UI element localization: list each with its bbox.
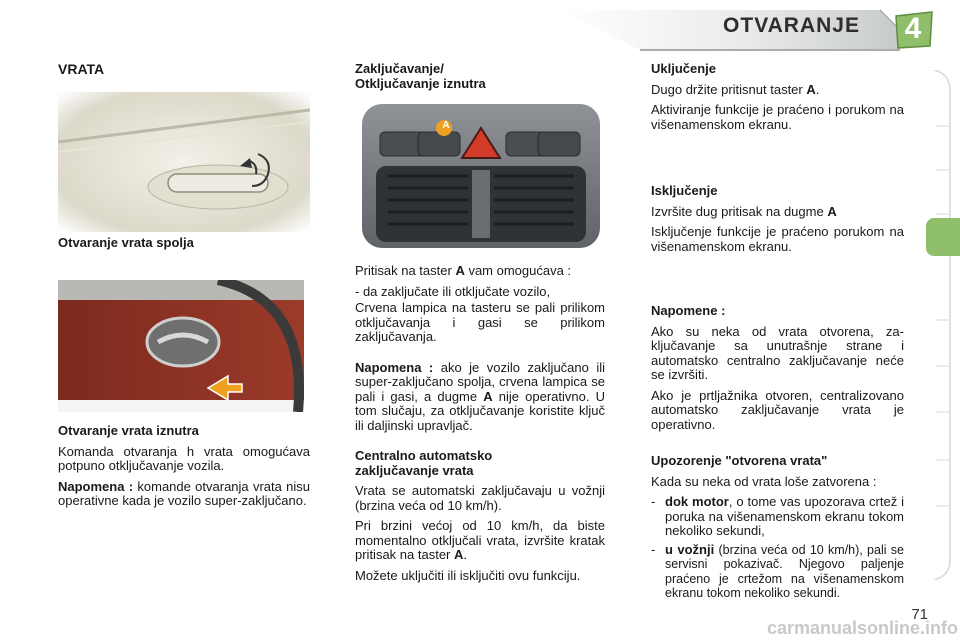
heading-notes: Napomene : — [651, 303, 726, 318]
p-disable-2: Isključenje funkcije je praćeno porukom na višenamenskom ekranu. — [651, 224, 904, 254]
column-1 — [58, 62, 310, 83]
p-toggle-function: Možete uključiti ili isključiti ovu funkciju. — [355, 567, 581, 583]
heading-central-2: zaključavanje vrata — [355, 462, 474, 478]
bold-term: u vožnji — [665, 541, 715, 557]
chapter-tab-active[interactable] — [926, 218, 960, 256]
text: Dugo držite pritisnut taster — [651, 81, 807, 97]
button-ref: A — [454, 547, 464, 562]
note-button-inactive — [355, 361, 605, 434]
text: (brzina veća od 10 km/h), pali se servisni pokazivač. Njegovo paljenje praćeno je crtežom na višenamenskom ekranu tokom nekoliko sekundi. — [665, 542, 904, 600]
chapter-number: 4 — [904, 12, 922, 45]
p-red-lamp: Crvena lampica na tasteru se pali prilikom otključavanja i gasi se prilikom zaključavanja. — [355, 300, 605, 344]
paragraph-inside-handle: Komanda otvaranja h vrata omogućava potpuno otključavanje vozila. — [58, 443, 310, 473]
p-notes-1: Ako su neka od vrata otvorena, zaključavanje sa unutrašnje strane i automatsko centralno zaključavanje neće se izvršiti. — [651, 323, 904, 382]
list-item — [651, 495, 904, 539]
caption-inside-text: Otvaranje vrata iznutra — [58, 423, 199, 438]
button-ref: A — [827, 203, 837, 219]
page-header — [0, 0, 960, 56]
column-2-text — [355, 264, 605, 589]
p-warning-intro: Kada su neka od vrata loše zatvorena : — [651, 473, 877, 489]
column-3-text — [651, 62, 904, 605]
button-ref: A — [455, 263, 465, 278]
heading-enable: Uključenje — [651, 61, 717, 76]
side-tabs-outline — [926, 70, 960, 580]
list-item — [651, 543, 904, 601]
heading-central-1: Centralno automatsko — [355, 448, 493, 463]
warning-list — [651, 495, 904, 601]
button-ref: A — [483, 388, 493, 404]
heading-lock-line1: Zaključavanje/ — [355, 61, 444, 76]
caption-outside-text: Otvaranje vrata spolja — [58, 235, 194, 250]
p-disable-1 — [651, 205, 904, 220]
text: . — [463, 547, 468, 562]
photo-inside-handle — [58, 280, 304, 412]
text: , o tome vas upozorava crtež i poruka na višenamenskom ekranu tokom nekoliko sekundi, — [665, 494, 904, 538]
p-notes-2: Ako je prtljažnika otvoren, centralizovano automatsko zaključavanje vrata je operativno. — [651, 387, 904, 432]
page-number: 71 — [911, 606, 928, 623]
note-super-lock — [58, 480, 310, 509]
text: nije operativno. U tom slučaju, za otključavanje koristite ključ ili daljinski upravljač. — [355, 388, 605, 433]
heading-disable: Isključenje — [651, 183, 718, 198]
text: . — [815, 81, 820, 97]
text: Izvršite dug pritisak na dugme — [651, 203, 828, 219]
photo-outside-handle — [58, 92, 310, 232]
note-label: Napomena : — [58, 478, 134, 494]
text: ako je vozilo zaključano ili super-zaključano spolja, crvena lampica se pali i gasi, a dugme — [355, 359, 606, 404]
photo-central-lock-button — [358, 100, 604, 252]
text: vam omogućava : — [464, 263, 572, 278]
watermark: carmanualsonline.info — [766, 618, 958, 638]
note-label: Napomena : — [355, 359, 434, 375]
column-1-text — [58, 424, 310, 515]
p-quick-unlock — [355, 519, 605, 563]
heading-lock-line2: Otključavanje iznutra — [355, 75, 486, 91]
text: Pri brzini većoj od 10 km/h, da biste momentalno otključali vrata, izvršite kratak pritisak na taster — [355, 518, 605, 562]
p-lock-unlock: - da zaključate ili otključate vozilo, — [355, 283, 551, 299]
note-text: komande otvaranja vrata nisu operativne kada je vozilo super-zaključano. — [58, 478, 310, 508]
button-ref: A — [806, 81, 816, 97]
side-tabs — [926, 70, 960, 580]
button-a-label: A — [442, 120, 450, 131]
p-enable-2: Aktiviranje funkcije je praćeno i porukom na višenamenskom ekranu. — [651, 102, 904, 132]
heading-door-open-warning: Upozorenje "otvorena vrata" — [651, 453, 828, 468]
page-title: OTVARANJE — [723, 14, 860, 37]
text: Pritisak na taster — [355, 263, 456, 278]
p-enable-1 — [651, 83, 904, 98]
section-heading-vrata: VRATA — [58, 61, 105, 77]
column-2-heading — [355, 62, 605, 97]
p-auto-lock: Vrata se automatski zaključavaju u vožnji (brzina veća od 10 km/h). — [355, 483, 605, 513]
p-press-button — [355, 264, 605, 279]
caption-outside — [58, 236, 310, 257]
bold-term: dok motor — [665, 494, 729, 509]
